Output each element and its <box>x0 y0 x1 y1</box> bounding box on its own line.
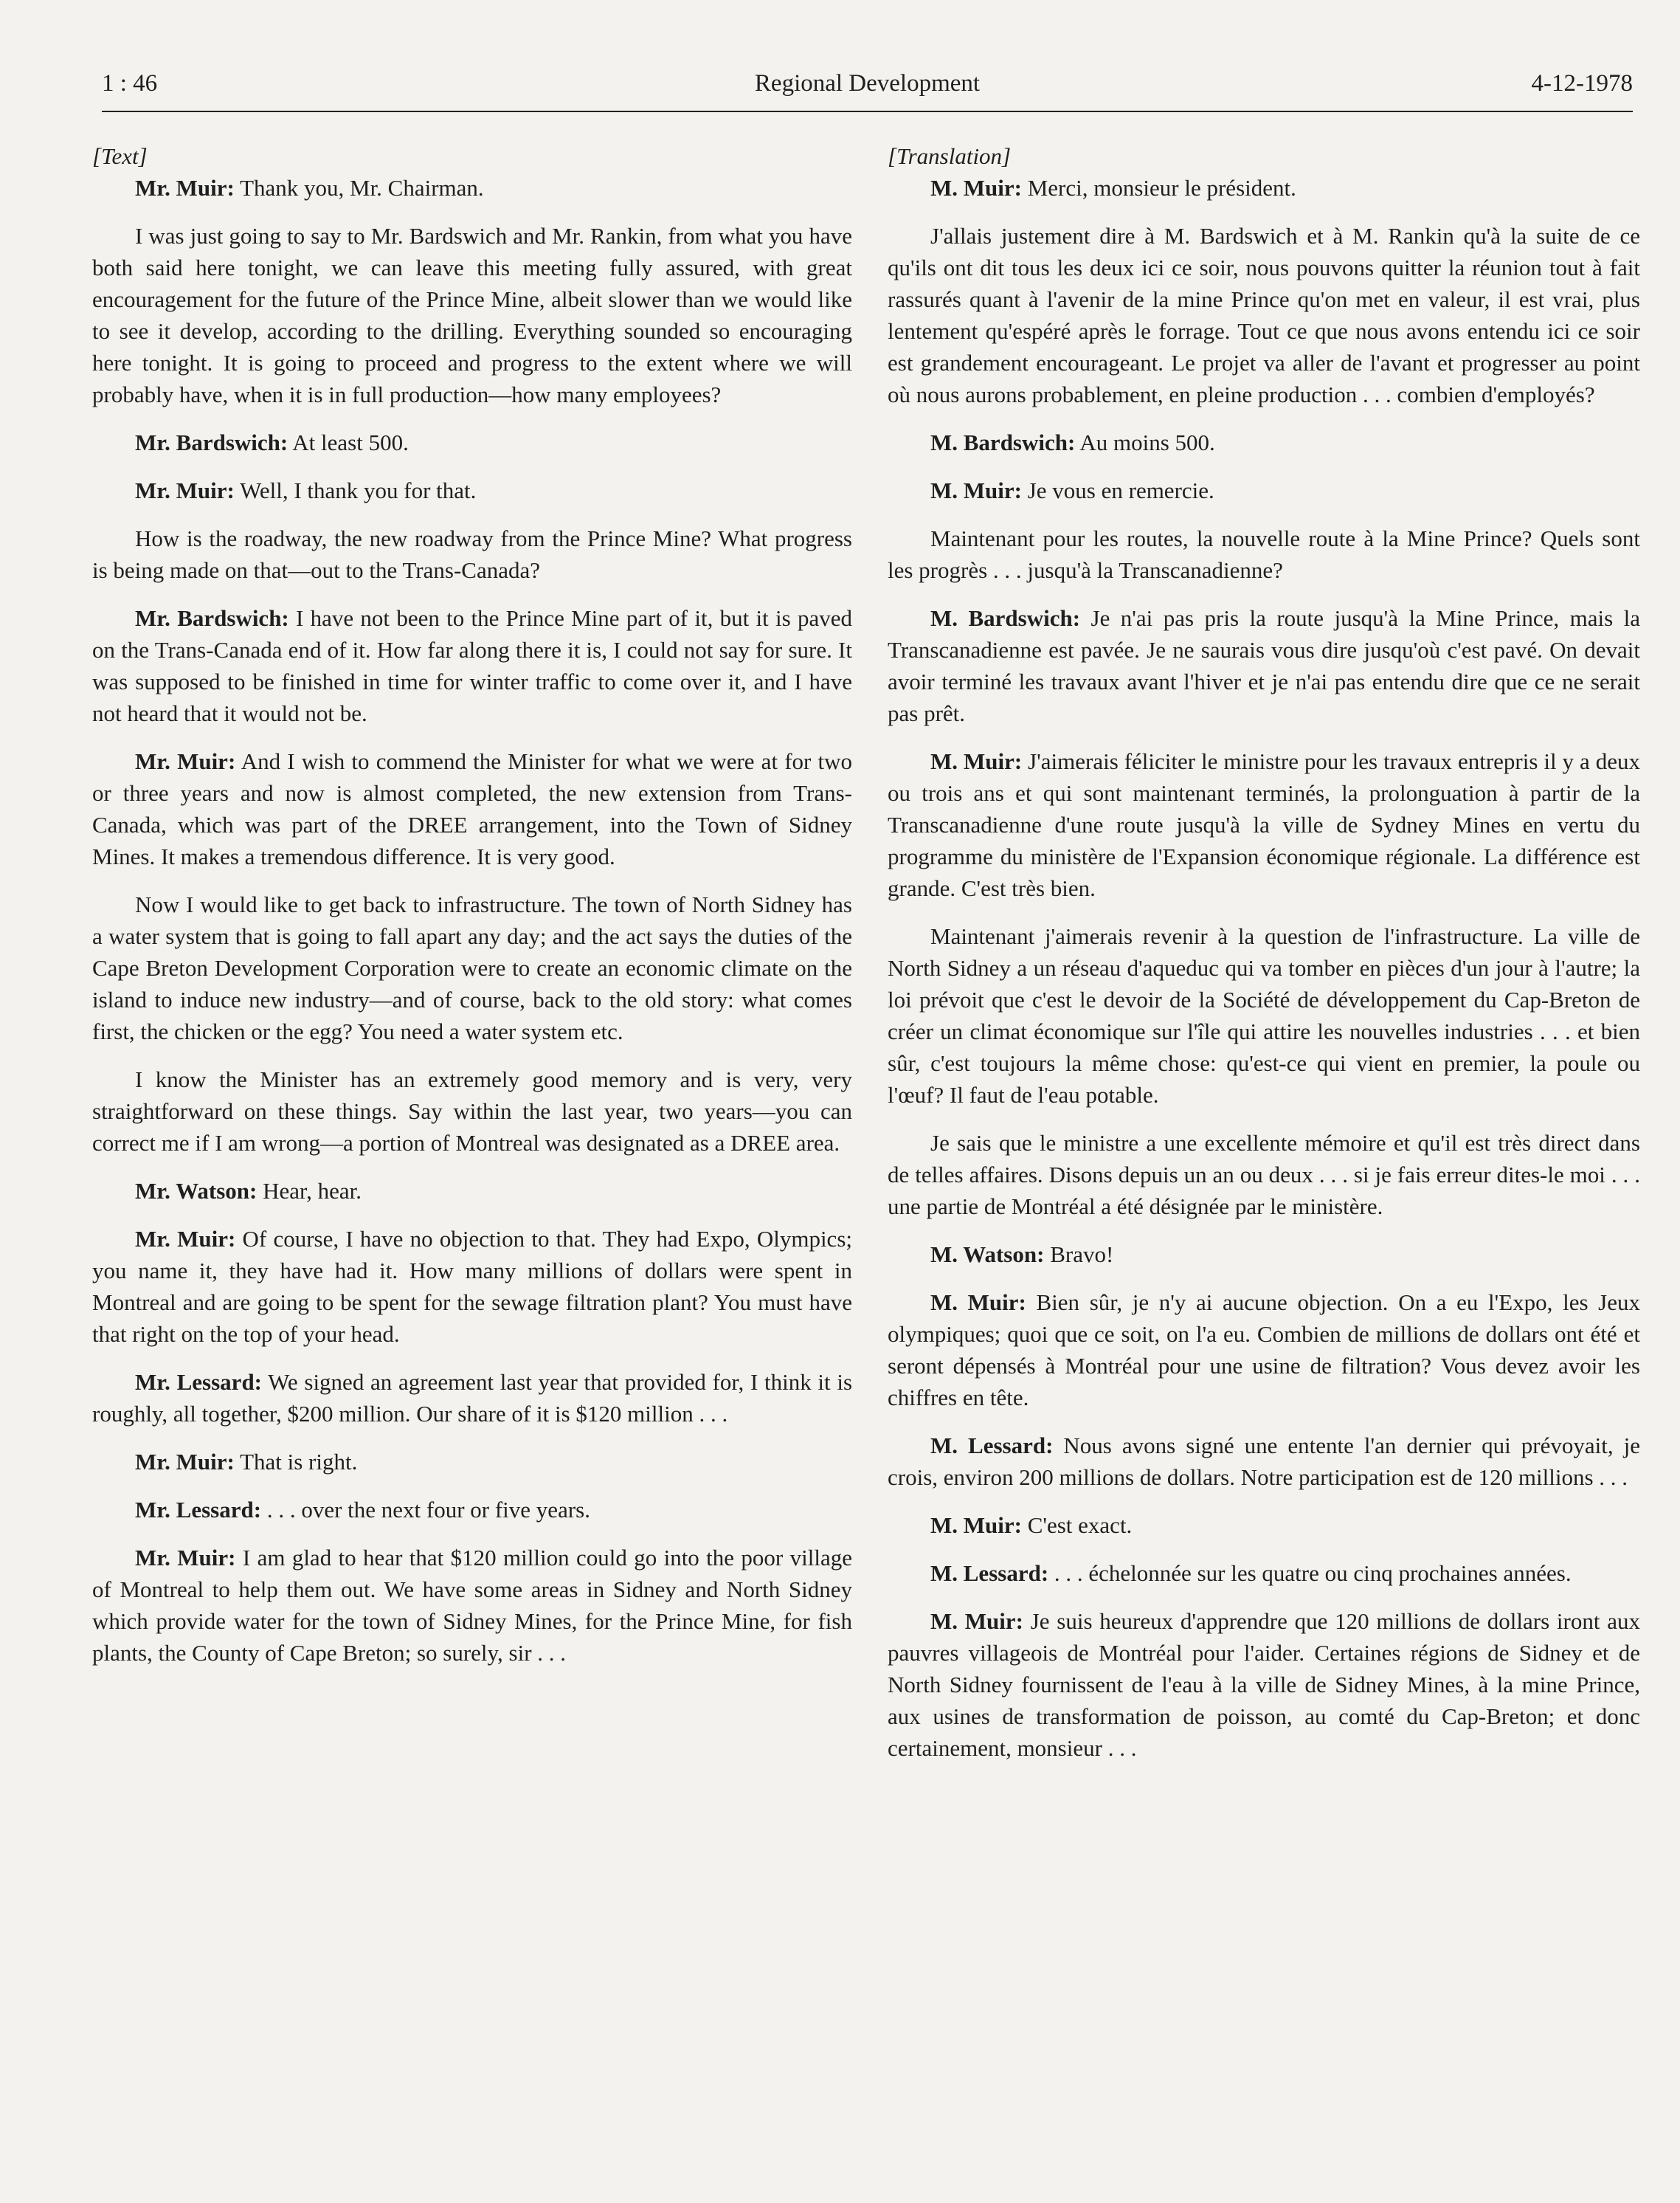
speaker-name: Mr. Muir: <box>135 748 236 774</box>
paragraph <box>888 920 1640 1111</box>
paragraph-text: We signed an agreement last year that provided for, I think it is roughly, all together, $200 million. Our share of it is $120 million . . . <box>92 1369 853 1427</box>
paragraph <box>888 172 1640 204</box>
page-header <box>102 70 1633 114</box>
speaker-name: Mr. Muir: <box>135 1226 236 1252</box>
paragraph <box>92 1063 852 1159</box>
paragraph-text: Bien sûr, je n'y ai aucune objection. On a eu l'Expo, les Jeux olympiques; quoi que ce soit, on l'a eu. Combien de millions de dollars ont été et seront dépensés à Montréal pour une usine de filtration? Vous devez avoir les chiffres en tête. <box>888 1289 1640 1410</box>
paragraph <box>888 475 1640 506</box>
speaker-name: Mr. Muir: <box>135 175 235 201</box>
paragraph-text: Je vous en remercie. <box>1021 478 1214 503</box>
paragraph <box>888 1286 1640 1413</box>
speaker-name: M. Muir: <box>930 1289 1026 1315</box>
page-date: 4-12-1978 <box>1531 70 1633 97</box>
paragraph <box>92 1446 852 1478</box>
paragraph <box>888 1557 1640 1589</box>
paragraph-text: Of course, I have no objection to that. They had Expo, Olympics; you name it, they have had it. How many millions of dollars were spent in Montreal and are going to be spent for the sewage filtration plant? You must have that right on the top of your head. <box>92 1226 852 1347</box>
speaker-name: Mr. Bardswich: <box>135 605 289 631</box>
speaker-name: M. Muir: <box>930 478 1022 503</box>
paragraph-text: J'aimerais féliciter le ministre pour les travaux entrepris il y a deux ou trois ans et qui sont maintenant terminés, la prolonguation à partir de la Transcanadienne d'une route jusqu'à la ville de Sydney Mines en vertu du programme du ministère de l'Expansion économique régionale. La différence est grande. C'est très bien. <box>888 748 1640 901</box>
french-paragraphs <box>888 172 1640 1764</box>
paragraph <box>888 1127 1640 1222</box>
paragraph <box>888 1509 1640 1541</box>
english-paragraphs <box>92 172 852 1669</box>
paragraph <box>92 602 852 729</box>
speaker-name: M. Bardswich: <box>930 605 1081 631</box>
paragraph <box>92 1542 852 1669</box>
paragraph-text: I know the Minister has an extremely good memory and is very, very straightforward on these things. Say within the last year, two years—you can correct me if I am wrong—a portion of Montreal was designated as a DREE area. <box>92 1066 852 1156</box>
paragraph-text: . . . échelonnée sur les quatre ou cinq prochaines années. <box>1048 1560 1572 1586</box>
paragraph-text: Je n'ai pas pris la route jusqu'à la Mine Prince, mais la Transcanadienne est pavée. Je ne saurais vous dire jusqu'où c'est pavé. On devait avoir terminé les travaux avant l'hiver et je n'ai pas entendu dire que ce ne serait pas prêt. <box>888 605 1640 726</box>
paragraph-text: That is right. <box>234 1449 358 1475</box>
paragraph-text: I was just going to say to Mr. Bardswich and Mr. Rankin, from what you have both said here tonight, we can leave this meeting fully assured, with great encouragement for the future of the Prince Mine, albeit slower than we would like to see it develop, according to the drilling. Everything sounded so encouraging here tonight. It is going to proceed and progress to the extent where we will probably have, when it is in full production—how many employees? <box>92 223 852 407</box>
paragraph-text: Now I would like to get back to infrastructure. The town of North Sidney has a water system that is going to fall apart any day; and the act says the duties of the Cape Breton Development Corporation were to create an economic climate on the island to induce new industry—and of course, back to the old story: what comes first, the chicken or the egg? You need a water system etc. <box>92 892 852 1044</box>
paragraph <box>92 889 852 1047</box>
paragraph-text: Maintenant j'aimerais revenir à la question de l'infrastructure. La ville de North Sidney a un réseau d'aqueduc qui va tomber en pièces d'un jour à l'autre; la loi prévoit que c'est le devoir de la Société de développement du Cap-Breton de créer un climat économique sur l'île qui attire les nouvelles industries . . . et bien sûr, c'est toujours la même chose: qu'est-ce qui vient en premier, la poule ou l'œuf? Il faut de l'eau potable. <box>888 923 1640 1108</box>
paragraph-text: And I wish to commend the Minister for what we were at for two or three years and now is almost completed, the new extension from Trans-Canada, which was part of the DREE arrangement, into the Town of Sidney Mines. It makes a tremendous difference. It is very good. <box>92 748 852 869</box>
paragraph <box>92 172 852 204</box>
paragraph-text: Hear, hear. <box>257 1178 362 1204</box>
paragraph <box>888 602 1640 729</box>
column-label-translation: [Translation] <box>888 143 1012 169</box>
speaker-name: M. Muir: <box>930 748 1023 774</box>
paragraph-text: Au moins 500. <box>1075 430 1215 455</box>
paragraph <box>888 1430 1640 1493</box>
paragraph-text: . . . over the next four or five years. <box>261 1497 590 1523</box>
paragraph-text: Maintenant pour les routes, la nouvelle route à la Mine Prince? Quels sont les progrès . . . jusqu'à la Transcanadienne? <box>888 525 1640 583</box>
running-title: Regional Development <box>754 70 981 97</box>
paragraph-text: Well, I thank you for that. <box>234 478 477 503</box>
paragraph-text: Nous avons signé une entente l'an dernier qui prévoyait, je crois, environ 200 millions de dollars. Notre participation est de 120 millions . . . <box>888 1433 1640 1490</box>
speaker-name: M. Muir: <box>930 1608 1023 1634</box>
speaker-name: M. Muir: <box>930 175 1022 201</box>
speaker-name: M. Lessard: <box>930 1433 1054 1458</box>
english-column <box>92 140 852 1685</box>
speaker-name: Mr. Lessard: <box>135 1497 262 1523</box>
paragraph <box>92 1223 852 1350</box>
paragraph <box>92 220 852 410</box>
paragraph-text: Je sais que le ministre a une excellente mémoire et qu'il est très direct dans de telles affaires. Disons depuis un an ou deux . . . si je fais erreur dites-le moi . . . une partie de Montréal a été désignée par le ministère. <box>888 1130 1640 1219</box>
speaker-name: M. Lessard: <box>930 1560 1049 1586</box>
speaker-name: M. Watson: <box>930 1241 1045 1267</box>
paragraph <box>92 475 852 506</box>
speaker-name: Mr. Muir: <box>135 478 235 503</box>
paragraph <box>888 1238 1640 1270</box>
paragraph <box>92 1494 852 1525</box>
paragraph-text: Je suis heureux d'apprendre que 120 millions de dollars iront aux pauvres villageois de Montréal pour l'aider. Certaines régions de Sidney et de North Sidney fournissent de l'eau à la ville de Sidney Mines, à la mine Prince, aux usines de transformation de poisson, au comté du Cap-Breton; et donc certainement, monsieur . . . <box>888 1608 1640 1761</box>
header-rule <box>102 111 1633 112</box>
speaker-name: Mr. Watson: <box>135 1178 257 1204</box>
paragraph-text: Thank you, Mr. Chairman. <box>234 175 484 201</box>
paragraph-text: Bravo! <box>1044 1241 1114 1267</box>
paragraph-text: J'allais justement dire à M. Bardswich et à M. Rankin qu'à la suite de ce qu'ils ont dit tous les deux ici ce soir, nous pouvons quitter la réunion tout à fait rassurés quant à l'avenir de la mine Prince qu'on met en valeur, il est vrai, plus lentement qu'espéré après le forrage. Tout ce que nous avons entendu ici ce soir est grandement encourageant. Le projet va aller de l'avant et progresser au point où nous aurons probablement, en pleine production . . . combien d'employés? <box>888 223 1640 407</box>
paragraph <box>888 523 1640 586</box>
speaker-name: M. Muir: <box>930 1512 1022 1538</box>
paragraph <box>92 1175 852 1207</box>
speaker-name: Mr. Lessard: <box>135 1369 263 1395</box>
paragraph-text: Merci, monsieur le président. <box>1021 175 1296 201</box>
paragraph <box>92 427 852 458</box>
speaker-name: Mr. Bardswich: <box>135 430 288 455</box>
paragraph-text: How is the roadway, the new roadway from the Prince Mine? What progress is being made on that—out to the Trans-Canada? <box>92 525 852 583</box>
speaker-name: Mr. Muir: <box>135 1545 236 1571</box>
page-number: 1 : 46 <box>102 70 158 97</box>
column-label-text: [Text] <box>92 143 148 169</box>
paragraph <box>888 220 1640 410</box>
speaker-name: Mr. Muir: <box>135 1449 235 1475</box>
paragraph <box>888 745 1640 904</box>
paragraph <box>92 1366 852 1430</box>
paragraph <box>888 1605 1640 1764</box>
paragraph <box>888 427 1640 458</box>
paragraph-text: I am glad to hear that $120 million could go into the poor village of Montreal to help them out. We have some areas in Sidney and North Sidney which provide water for the town of Sidney Mines, for the Prince Mine, for fish plants, the County of Cape Breton; so surely, sir . . . <box>92 1545 852 1666</box>
paragraph-text: C'est exact. <box>1021 1512 1133 1538</box>
paragraph <box>92 745 852 872</box>
french-column <box>888 140 1640 1780</box>
paragraph <box>92 523 852 586</box>
paragraph-text: I have not been to the Prince Mine part of it, but it is paved on the Trans-Canada end of it. How far along there it is, I could not say for sure. It was supposed to be finished in time for winter traffic to come over it, and I have not heard that it would not be. <box>92 605 852 726</box>
speaker-name: M. Bardswich: <box>930 430 1076 455</box>
paragraph-text: At least 500. <box>288 430 409 455</box>
